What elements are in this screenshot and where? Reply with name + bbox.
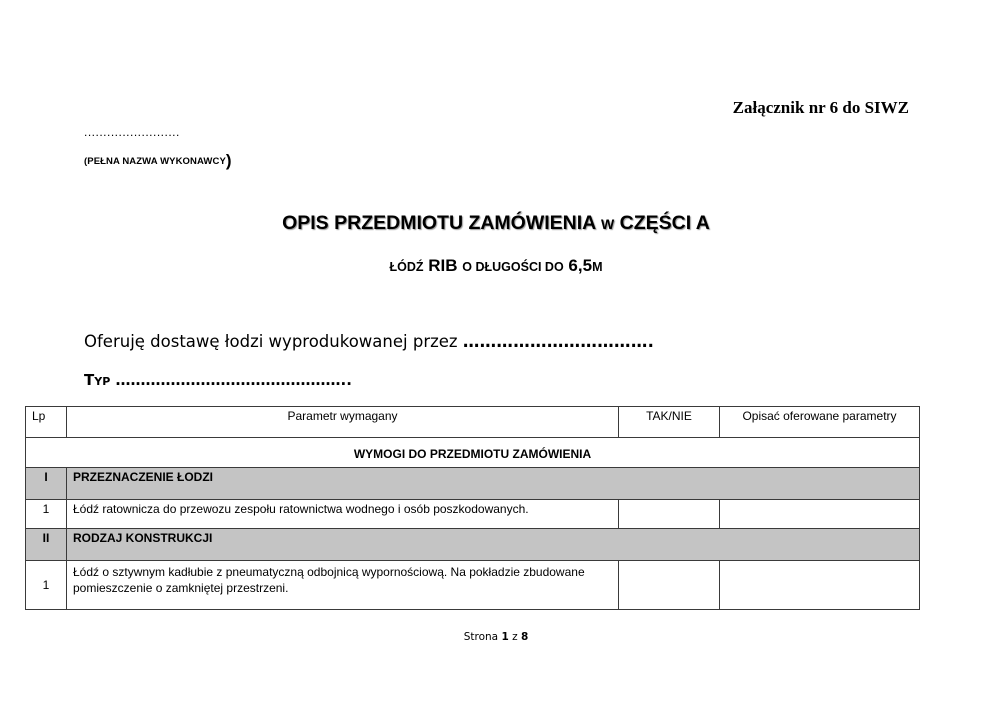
- requirements-table: [25, 406, 920, 610]
- header-lp: Lp: [26, 407, 67, 438]
- header-parameter: Parametr wymagany: [67, 407, 619, 438]
- requirements-title: WYMOGI DO PRZEDMIOTU ZAMÓWIENIA: [26, 438, 920, 468]
- document-title: [0, 212, 992, 235]
- offer-label: Oferuję dostawę łodzi wyprodukowanej przez: [84, 332, 458, 351]
- paren-close: ): [225, 151, 232, 170]
- subtitle-part-3: O DŁUGOŚCI DO: [462, 260, 564, 274]
- section-row: [26, 529, 920, 561]
- page-sep: z: [512, 631, 518, 643]
- table-row: [26, 500, 920, 529]
- document-subtitle: [0, 256, 992, 276]
- yes-no-cell[interactable]: [619, 500, 720, 529]
- attachment-label: Załącznik nr 6 do SIWZ: [732, 98, 909, 117]
- type-label-first: T: [84, 371, 95, 389]
- manufacturer-blank: …………………………….: [462, 332, 655, 351]
- contractor-name-blank: .........................: [84, 125, 180, 139]
- paren-open: (: [84, 156, 88, 167]
- offered-params-cell[interactable]: [720, 500, 920, 529]
- requirements-title-row: [26, 438, 920, 468]
- offered-params-cell[interactable]: [720, 561, 920, 610]
- row-number: 1: [26, 561, 67, 610]
- subtitle-part-4: 6,5: [568, 256, 593, 275]
- page-footer: [0, 631, 992, 643]
- yes-no-cell[interactable]: [619, 561, 720, 610]
- subtitle-part-1: ŁÓDŹ: [389, 260, 424, 274]
- row-parameter: Łódź o sztywnym kadłubie z pneumatyczną odbojnicą wypornościową. Na pokładzie zbudowane pomieszczenie o zamkniętej przestrzeni.: [67, 561, 619, 610]
- section-title: RODZAJ KONSTRUKCJI: [67, 529, 920, 561]
- type-label-rest: YP: [94, 375, 111, 388]
- page-total: 8: [520, 631, 529, 643]
- section-number: II: [26, 529, 67, 561]
- title-part-2: W: [600, 216, 615, 232]
- section-title: PRZEZNACZENIE ŁODZI: [67, 468, 920, 500]
- section-number: I: [26, 468, 67, 500]
- page-label: Strona: [463, 631, 499, 643]
- type-line: [84, 371, 352, 389]
- subtitle-part-5: M: [592, 260, 603, 274]
- contractor-caption-text: PEŁNA NAZWA WYKONAWCY: [87, 156, 226, 167]
- offer-line: [84, 332, 654, 351]
- row-parameter: Łódź ratownicza do przewozu zespołu ratownictwa wodnego i osób poszkodowanych.: [67, 500, 619, 529]
- section-row: [26, 468, 920, 500]
- title-part-3: CZĘŚCI A: [619, 212, 710, 234]
- table-row: [26, 561, 920, 610]
- table-header-row: [26, 407, 920, 438]
- contractor-caption: [84, 151, 232, 171]
- row-number: 1: [26, 500, 67, 529]
- header-offered-params: Opisać oferowane parametry: [720, 407, 920, 438]
- page-number: 1: [501, 631, 509, 643]
- type-blank: ………………………………………..: [115, 371, 352, 389]
- subtitle-part-2: RIB: [428, 256, 458, 275]
- title-part-1: OPIS PRZEDMIOTU ZAMÓWIENIA: [282, 212, 596, 234]
- header-yes-no: TAK/NIE: [619, 407, 720, 438]
